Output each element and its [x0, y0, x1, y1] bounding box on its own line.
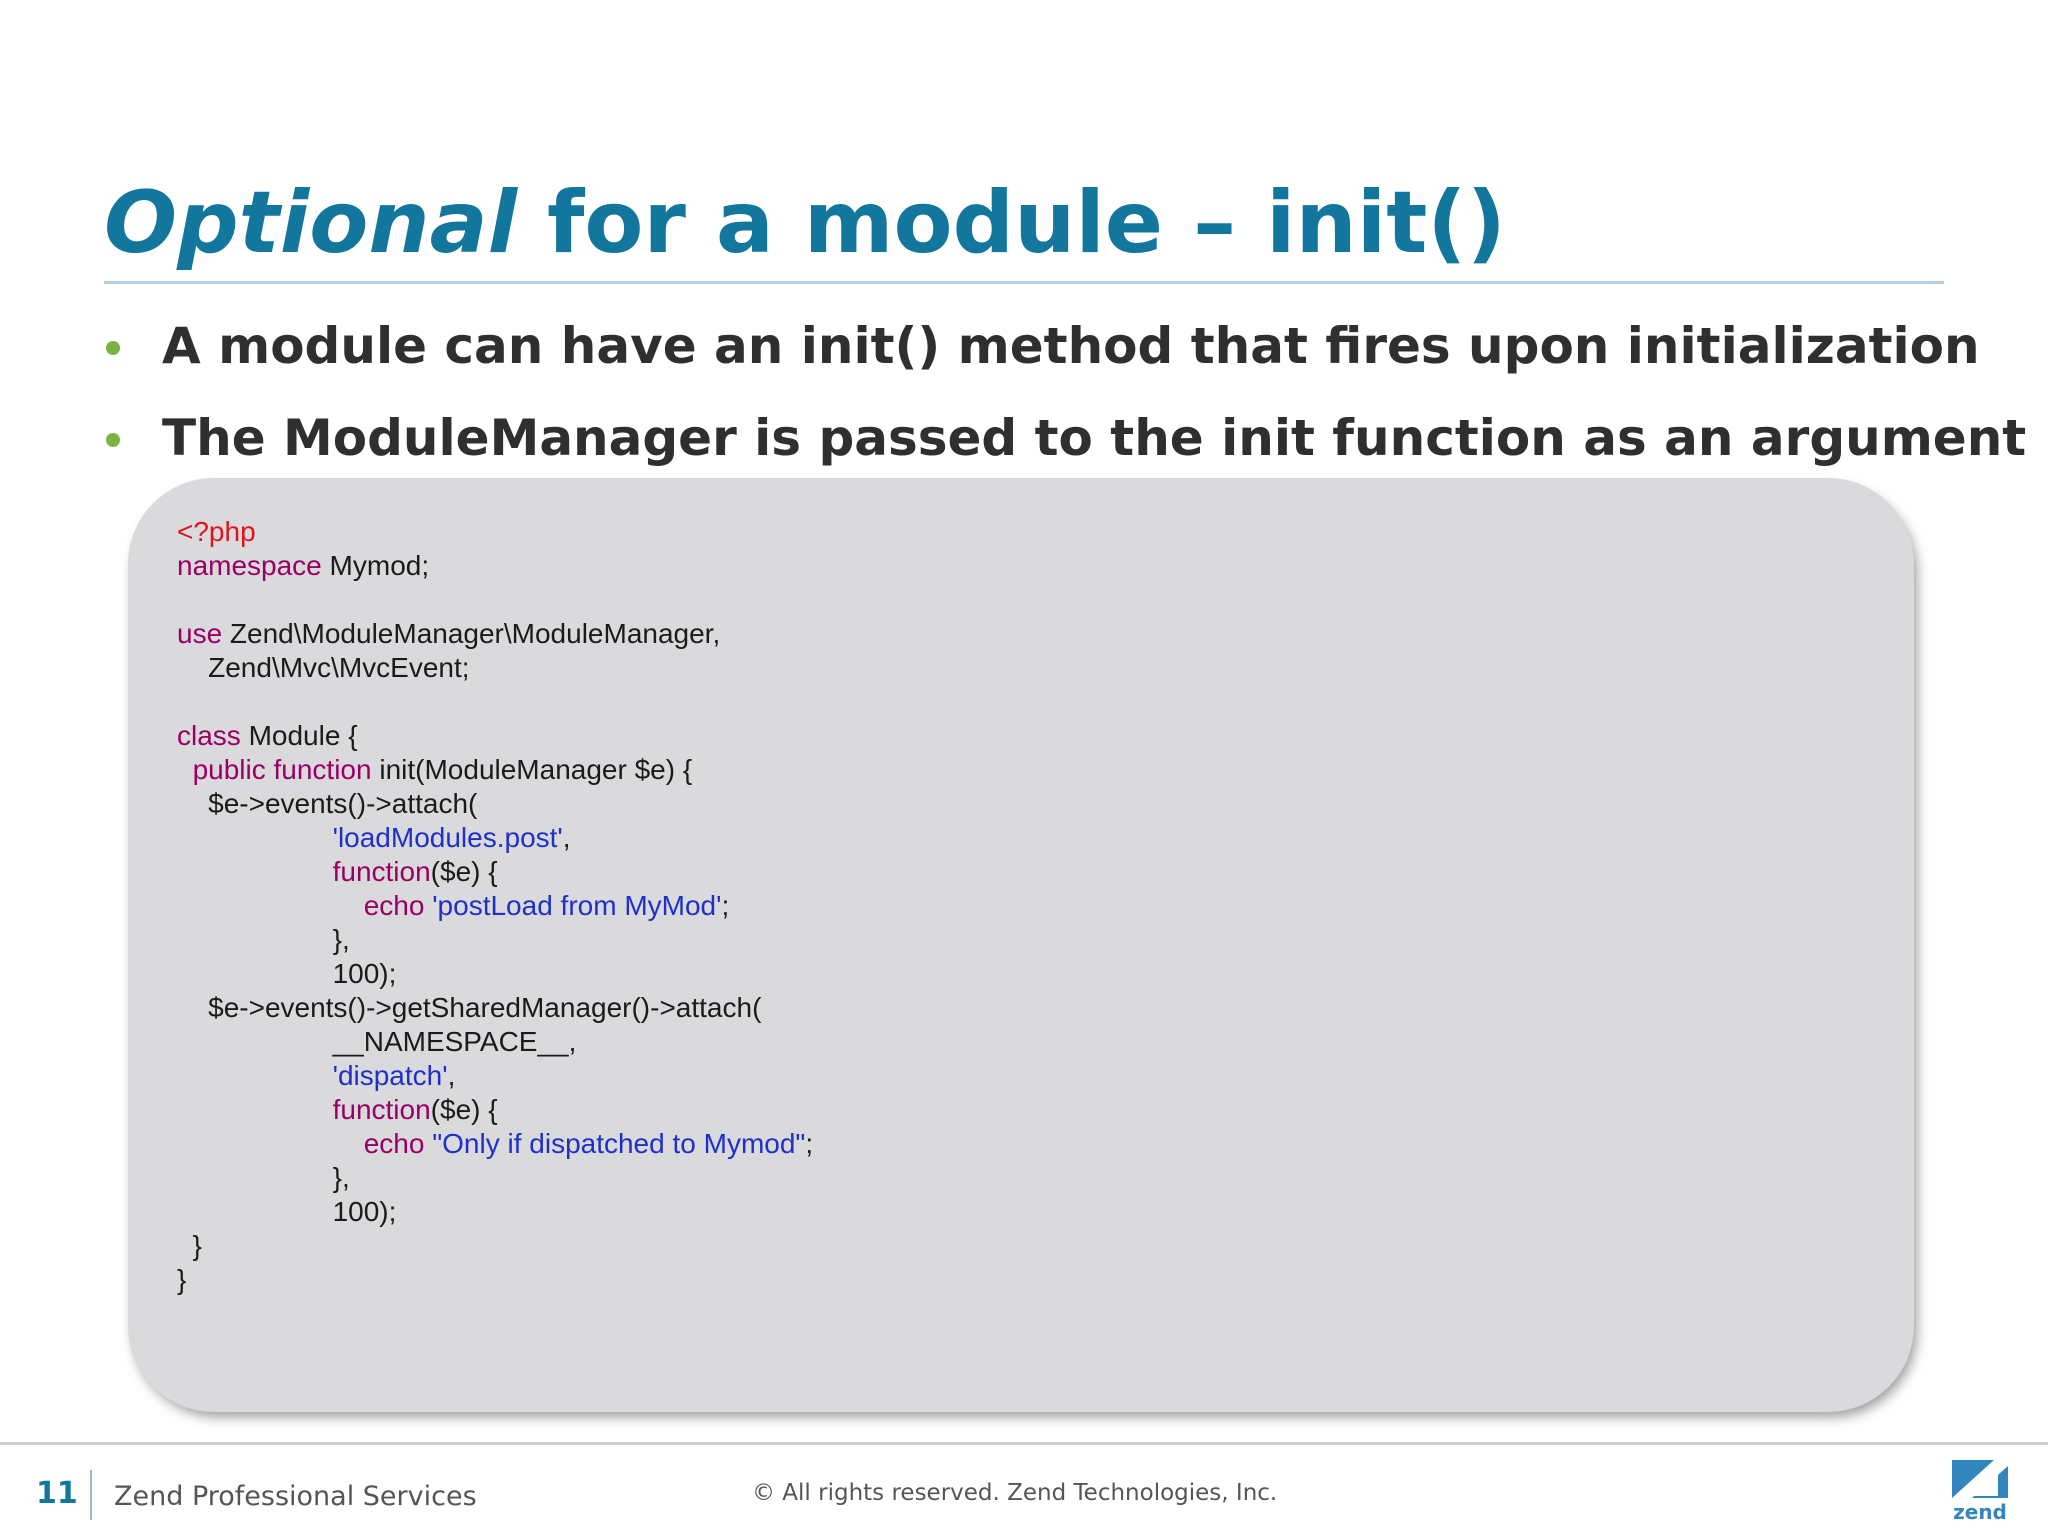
- title-divider: [104, 281, 1944, 284]
- code-indent: [177, 1060, 333, 1091]
- bullet-dot-icon: [106, 341, 120, 355]
- code-line: [177, 1195, 813, 1229]
- code-text: ($e) {: [430, 856, 498, 887]
- code-line: [177, 787, 813, 821]
- code-text: Zend\ModuleManager\ModuleManager,: [222, 618, 721, 649]
- code-line: [177, 1127, 813, 1161]
- code-line: [177, 1263, 813, 1297]
- code-line: [177, 855, 813, 889]
- code-line: [177, 923, 813, 957]
- code-line: [177, 821, 813, 855]
- code-text: Module {: [240, 720, 358, 751]
- footer-copyright: © All rights reserved. Zend Technologies, Inc.: [752, 1480, 1278, 1506]
- code-line: [177, 719, 813, 753]
- code-keyword: public function: [192, 754, 372, 785]
- code-keyword: function: [332, 856, 431, 887]
- bullet-item: [104, 392, 2026, 484]
- code-keyword: namespace: [177, 550, 322, 581]
- code-line-blank: [177, 583, 813, 617]
- code-text: Mymod;: [321, 550, 430, 581]
- bullet-text: A module can have an init() method that fires upon initialization: [162, 317, 1980, 375]
- code-keyword: use: [177, 618, 223, 649]
- code-line: [177, 617, 813, 651]
- code-line: [177, 1059, 813, 1093]
- slide-title-emphasis: Optional: [104, 173, 518, 273]
- code-line: [177, 515, 813, 549]
- bullet-dot-icon: [106, 433, 120, 447]
- code-line: [177, 1025, 813, 1059]
- code-text: 100);: [177, 1196, 397, 1227]
- code-line: [177, 1161, 813, 1195]
- code-block: [177, 515, 813, 1297]
- code-text: ;: [721, 890, 730, 921]
- code-keyword: echo: [363, 1128, 425, 1159]
- page-number: 11: [36, 1476, 78, 1511]
- code-string: 'postLoad from MyMod': [424, 890, 722, 921]
- code-text: $e->events()->getSharedManager()->attach(: [177, 992, 762, 1023]
- slide-title: [104, 168, 1506, 278]
- bullet-item: [104, 300, 2026, 392]
- code-text: 100);: [177, 958, 397, 989]
- code-indent: [177, 1094, 333, 1125]
- code-text: },: [177, 924, 350, 955]
- code-keyword: echo: [363, 890, 425, 921]
- code-string: 'loadModules.post': [332, 822, 563, 853]
- zend-logo-text: zend: [1953, 1500, 2007, 1524]
- code-text: init(ModuleManager $e) {: [371, 754, 693, 785]
- php-open-tag: <?php: [177, 516, 256, 547]
- code-indent: [177, 822, 333, 853]
- code-string: 'dispatch': [332, 1060, 448, 1091]
- code-text: ($e) {: [430, 1094, 498, 1125]
- code-text: ;: [805, 1128, 814, 1159]
- code-indent: [177, 754, 193, 785]
- code-indent: [177, 856, 333, 887]
- code-line: [177, 889, 813, 923]
- code-line: [177, 753, 813, 787]
- bullet-list: [104, 300, 2026, 484]
- code-indent: [177, 1128, 364, 1159]
- code-text: __NAMESPACE__,: [177, 1026, 577, 1057]
- code-text: Zend\Mvc\MvcEvent;: [177, 652, 470, 683]
- code-keyword: function: [332, 1094, 431, 1125]
- code-line: [177, 1093, 813, 1127]
- code-line: [177, 1229, 813, 1263]
- code-line: [177, 991, 813, 1025]
- bullet-text: The ModuleManager is passed to the init function as an argument: [162, 409, 2027, 467]
- code-text: ,: [562, 822, 571, 853]
- code-line: [177, 549, 813, 583]
- code-string: "Only if dispatched to Mymod": [424, 1128, 806, 1159]
- code-text: }: [177, 1264, 187, 1295]
- code-indent: [177, 890, 364, 921]
- code-keyword: class: [177, 720, 241, 751]
- code-text: ,: [447, 1060, 456, 1091]
- code-text: },: [177, 1162, 350, 1193]
- slide-title-rest: for a module – init(): [517, 173, 1506, 273]
- footer-separator: [90, 1470, 92, 1520]
- code-line: [177, 651, 813, 685]
- code-line-blank: [177, 685, 813, 719]
- footer-divider: [0, 1442, 2048, 1445]
- code-text: $e->events()->attach(: [177, 788, 478, 819]
- footer-company: Zend Professional Services: [114, 1481, 477, 1512]
- code-text: }: [177, 1230, 202, 1261]
- code-line: [177, 957, 813, 991]
